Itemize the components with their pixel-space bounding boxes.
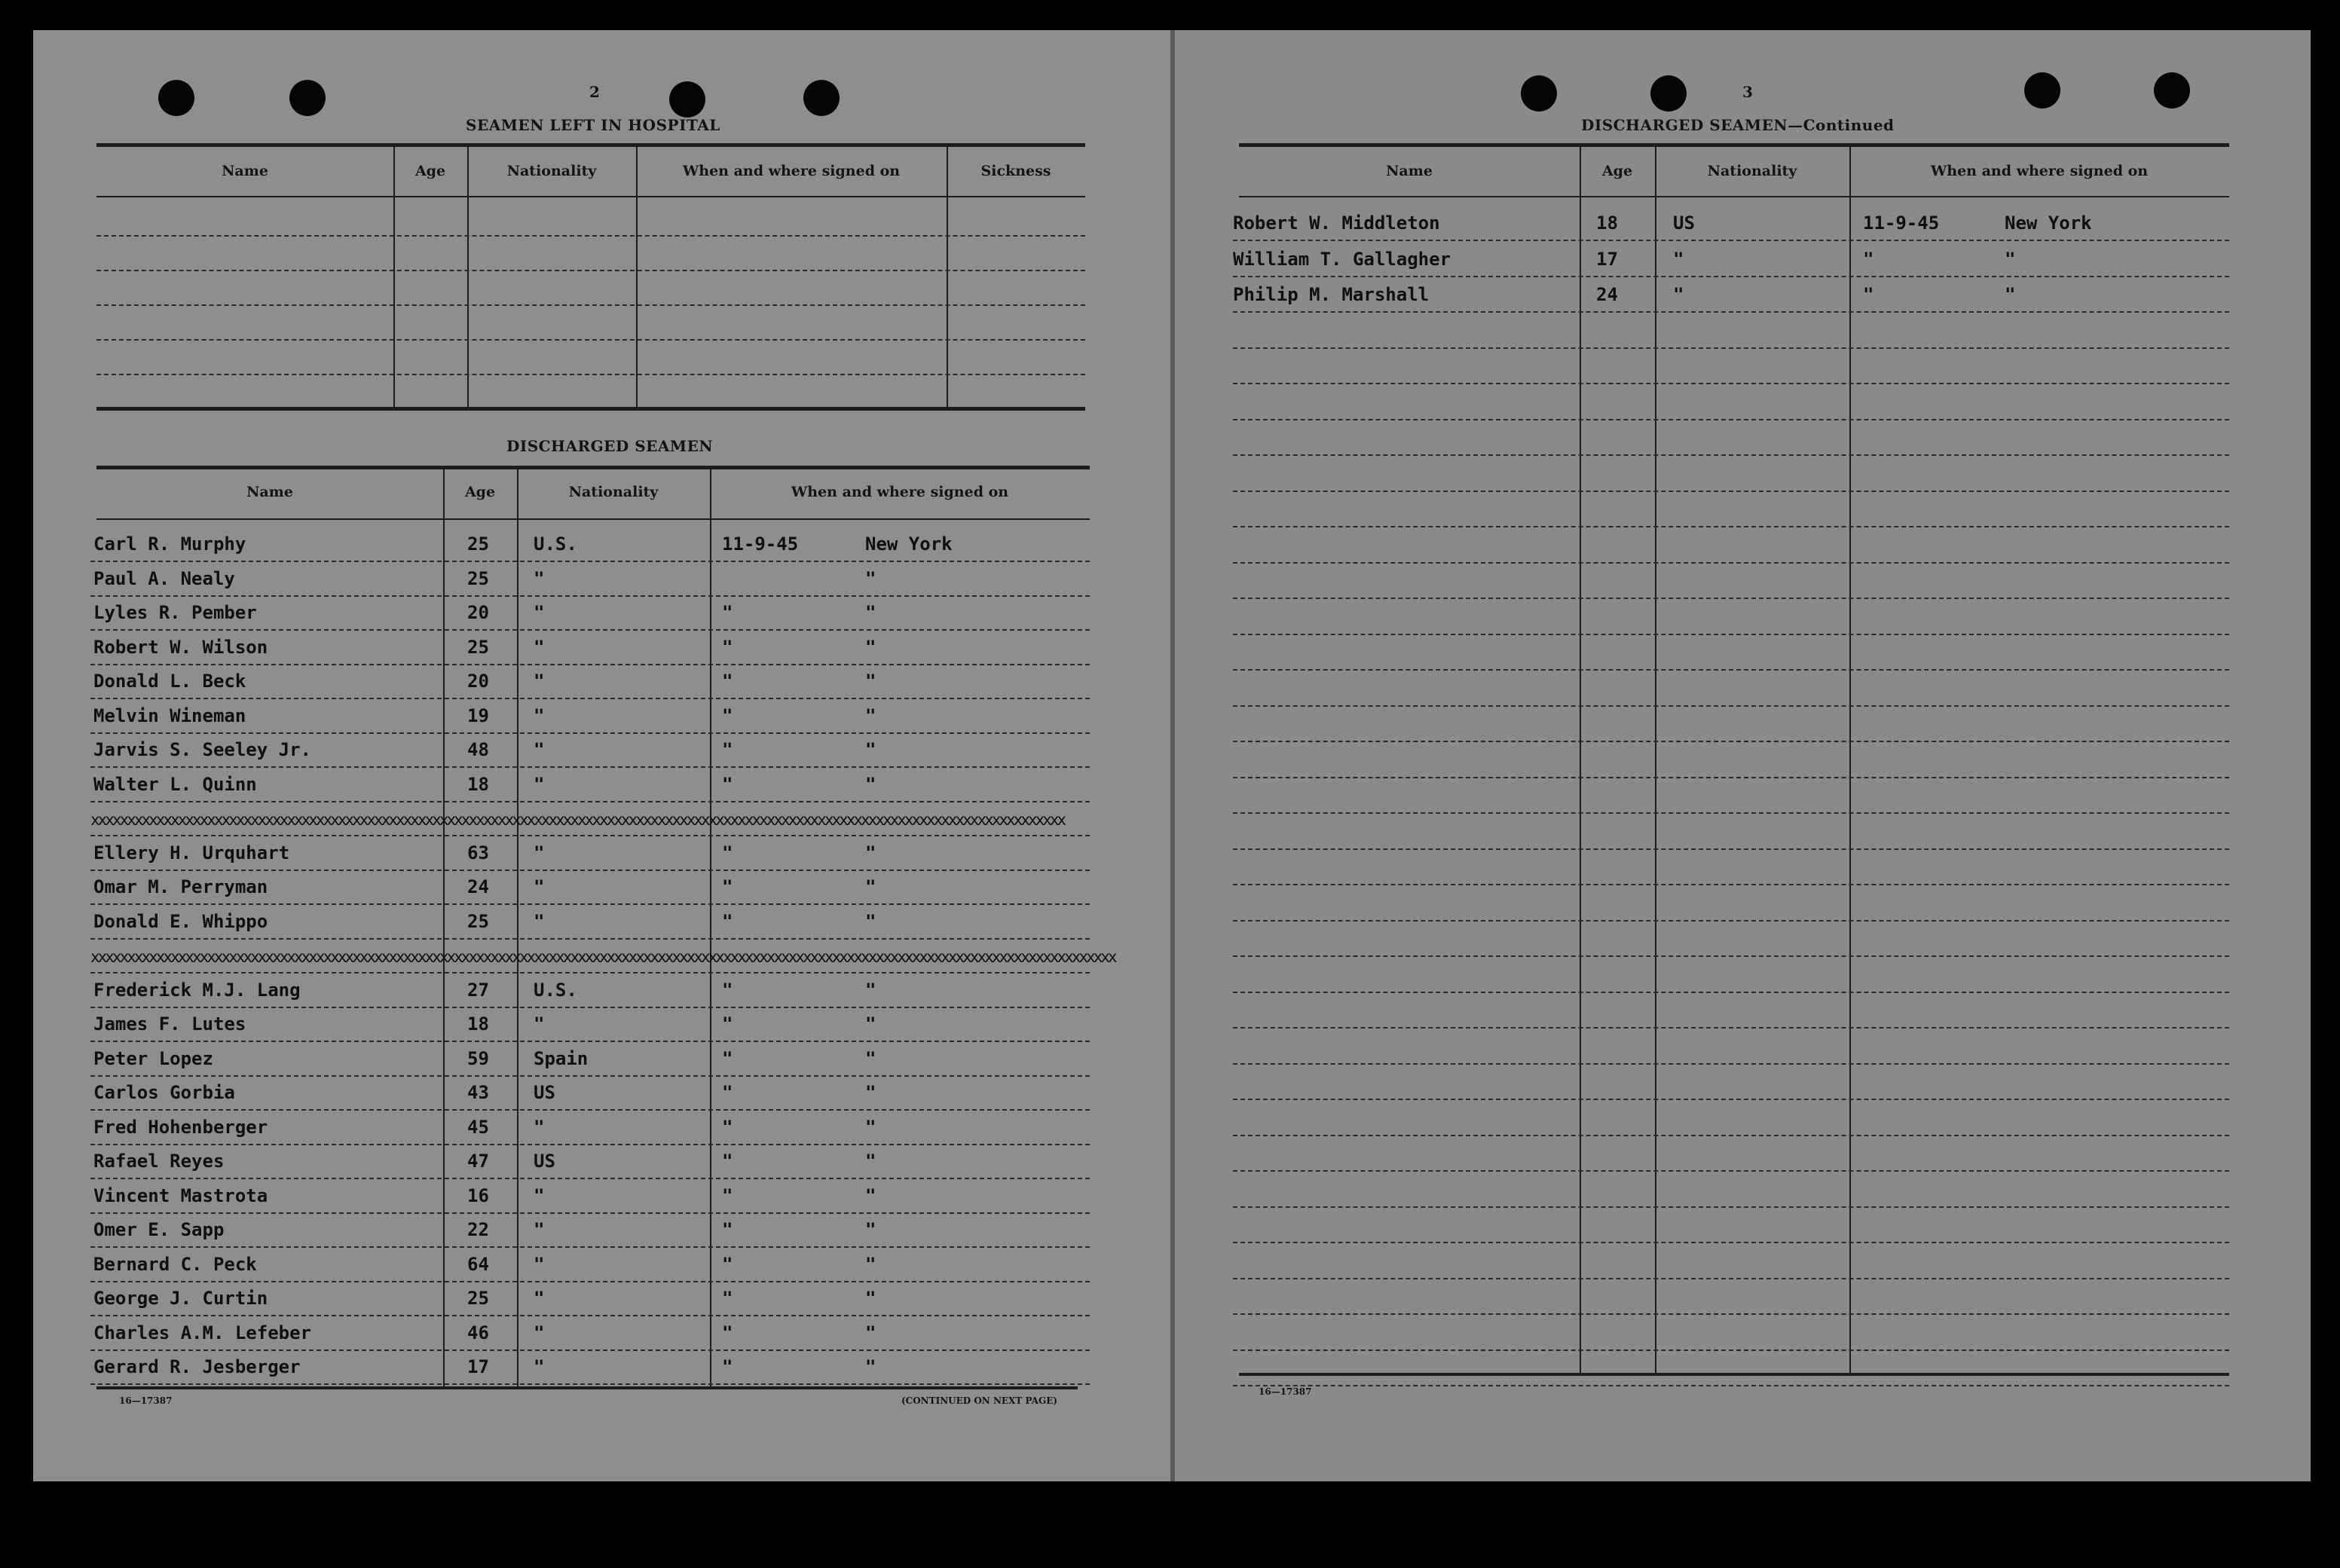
signed-on-date: " xyxy=(722,739,733,760)
table-row xyxy=(96,306,1085,341)
seaman-age: 64 xyxy=(467,1253,489,1275)
table-row xyxy=(90,1213,1090,1248)
seaman-nationality: " xyxy=(534,1116,545,1138)
signed-on-place: " xyxy=(865,876,876,897)
col-header-signed-on: When and where signed on xyxy=(1930,163,2149,179)
punch-hole xyxy=(669,81,705,118)
table-row xyxy=(90,939,1115,974)
signed-on-date: 11-9-45 xyxy=(722,533,799,555)
seaman-name: Robert W. Middleton xyxy=(1233,212,1440,234)
signed-on-date: " xyxy=(722,602,733,623)
seaman-age: 18 xyxy=(1596,212,1618,234)
signed-on-place: " xyxy=(865,979,876,1001)
signed-on-date: " xyxy=(722,636,733,658)
struck-out-entry: xxxxxxxxxxxxxxxxxxxxxxxxxxxxxxxxxxxxxxxxxxxxxxxxxxxxxxxxxxxxxxxxxxxxxxxxxxxxxxxxxxxxxxxxxxxxxxxxxxxxxxxxxxxxxxxxxxxxxxxxxxxxxxxxxxxxxx xyxy=(90,811,1065,829)
seaman-name: Omer E. Sapp xyxy=(93,1219,225,1240)
seaman-name: Gerard R. Jesberger xyxy=(93,1356,301,1377)
table-row xyxy=(1233,1173,2229,1208)
table-row xyxy=(96,271,1085,306)
table-row xyxy=(1233,1030,2229,1065)
seaman-age: 25 xyxy=(467,533,489,555)
seaman-name: George J. Curtin xyxy=(93,1288,268,1309)
signed-on-date: " xyxy=(722,705,733,726)
punch-hole xyxy=(1650,75,1687,112)
signed-on-place: " xyxy=(865,567,876,589)
signed-on-place: " xyxy=(865,842,876,863)
seaman-nationality: " xyxy=(534,1288,545,1309)
table-row xyxy=(90,1350,1090,1385)
table-row xyxy=(1233,314,2229,349)
table-row xyxy=(1233,1102,2229,1136)
seaman-age: 24 xyxy=(467,876,489,897)
seaman-age: 17 xyxy=(467,1356,489,1377)
discharged-continued-title: DISCHARGED SEAMEN—Continued xyxy=(1581,116,1895,134)
seaman-name: Fred Hohenberger xyxy=(93,1116,268,1138)
table-row xyxy=(1233,529,2229,564)
signed-on-date: " xyxy=(722,1219,733,1240)
signed-on-date: " xyxy=(722,1322,733,1343)
seaman-name: Carlos Gorbia xyxy=(93,1082,235,1103)
seaman-age: 25 xyxy=(467,910,489,932)
seaman-age: 45 xyxy=(467,1116,489,1138)
seaman-age: 27 xyxy=(467,979,489,1001)
seaman-name: James F. Lutes xyxy=(93,1013,246,1035)
table-row xyxy=(90,733,1090,768)
seaman-nationality: " xyxy=(534,876,545,897)
table-row xyxy=(1233,815,2229,850)
table-row xyxy=(90,768,1090,802)
signed-on-place: New York xyxy=(865,533,953,555)
table-row xyxy=(1233,958,2229,993)
discharged-section-title: DISCHARGED SEAMEN xyxy=(506,437,714,455)
signed-on-place: " xyxy=(865,773,876,795)
seaman-name: Vincent Mastrota xyxy=(93,1184,268,1206)
table-row xyxy=(96,237,1085,271)
seaman-age: 19 xyxy=(467,705,489,726)
signed-on-date: " xyxy=(722,1013,733,1035)
seaman-name: Donald L. Beck xyxy=(93,671,246,692)
seaman-age: 25 xyxy=(467,567,489,589)
page-number: 3 xyxy=(1742,83,1753,101)
table-row xyxy=(90,596,1090,631)
signed-on-date: " xyxy=(722,1253,733,1275)
table-row xyxy=(90,802,1090,836)
seaman-nationality: " xyxy=(534,636,545,658)
col-header-name: Name xyxy=(222,163,268,179)
seaman-name: Donald E. Whippo xyxy=(93,910,268,932)
seaman-name: Ellery H. Urquhart xyxy=(93,842,290,863)
seaman-age: 43 xyxy=(467,1082,489,1103)
signed-on-place: " xyxy=(865,1184,876,1206)
table-row xyxy=(1233,421,2229,456)
seaman-nationality: US xyxy=(534,1151,555,1172)
seaman-age: 22 xyxy=(467,1219,489,1240)
signed-on-place: " xyxy=(2005,284,2016,305)
signed-on-place: " xyxy=(2005,248,2016,270)
signed-on-place: " xyxy=(865,1047,876,1069)
signed-on-place: " xyxy=(865,1219,876,1240)
punch-hole xyxy=(803,80,840,116)
seaman-age: 47 xyxy=(467,1151,489,1172)
table-row xyxy=(90,1042,1090,1077)
signed-on-date: 11-9-45 xyxy=(1863,212,1940,234)
table-row xyxy=(1233,851,2229,885)
seaman-age: 59 xyxy=(467,1047,489,1069)
seaman-nationality: " xyxy=(534,739,545,760)
seaman-name: Carl R. Murphy xyxy=(93,533,246,555)
signed-on-date: " xyxy=(722,979,733,1001)
seaman-age: 18 xyxy=(467,1013,489,1035)
table-row xyxy=(1233,564,2229,599)
table-row xyxy=(96,202,1085,237)
punch-hole xyxy=(1521,75,1557,112)
continued-note: (CONTINUED ON NEXT PAGE) xyxy=(901,1395,1058,1406)
signed-on-date: " xyxy=(722,1356,733,1377)
table-row xyxy=(90,870,1090,905)
table-row xyxy=(90,905,1090,940)
signed-on-date: " xyxy=(722,1047,733,1069)
seaman-nationality: " xyxy=(534,1253,545,1275)
seaman-name: Charles A.M. Lefeber xyxy=(93,1322,311,1343)
table-row xyxy=(1233,243,2229,277)
table-row xyxy=(1233,744,2229,778)
table-row xyxy=(1233,1245,2229,1279)
signed-on-place: " xyxy=(865,1288,876,1309)
seaman-age: 25 xyxy=(467,636,489,658)
seaman-name: Jarvis S. Seeley Jr. xyxy=(93,739,311,760)
signed-on-date: " xyxy=(1863,248,1874,270)
seaman-age: 24 xyxy=(1596,284,1618,305)
signed-on-place: " xyxy=(865,671,876,692)
signed-on-place: " xyxy=(865,1151,876,1172)
seaman-age: 18 xyxy=(467,773,489,795)
col-header-nationality: Nationality xyxy=(506,163,597,179)
seaman-name: Lyles R. Pember xyxy=(93,602,257,623)
seaman-nationality: US xyxy=(534,1082,555,1103)
table-row xyxy=(90,1145,1090,1179)
seaman-age: 25 xyxy=(467,1288,489,1309)
table-row xyxy=(1233,887,2229,922)
seaman-name: Bernard C. Peck xyxy=(93,1253,257,1275)
table-row xyxy=(1233,1137,2229,1172)
form-number: 16—17387 xyxy=(1259,1386,1312,1397)
table-row xyxy=(1233,779,2229,814)
seaman-age: 20 xyxy=(467,602,489,623)
signed-on-place: " xyxy=(865,1253,876,1275)
seaman-nationality: U.S. xyxy=(534,979,577,1001)
table-row xyxy=(90,1076,1090,1111)
punch-hole xyxy=(289,80,326,116)
seaman-name: Paul A. Nealy xyxy=(93,567,235,589)
seaman-nationality: " xyxy=(1673,248,1684,270)
seaman-nationality: " xyxy=(534,842,545,863)
punch-hole xyxy=(2024,72,2060,109)
table-row xyxy=(90,1007,1090,1042)
seaman-nationality: " xyxy=(534,910,545,932)
table-row xyxy=(90,631,1090,665)
signed-on-date: " xyxy=(722,842,733,863)
table-row xyxy=(1233,601,2229,635)
seaman-nationality: " xyxy=(534,602,545,623)
table-row xyxy=(1233,1209,2229,1243)
signed-on-date: " xyxy=(722,1184,733,1206)
table-row xyxy=(1233,493,2229,527)
seaman-nationality: " xyxy=(534,567,545,589)
form-number: 16—17387 xyxy=(119,1395,173,1406)
signed-on-place: New York xyxy=(2005,212,2092,234)
col-header-age: Age xyxy=(464,484,496,500)
signed-on-date: " xyxy=(722,773,733,795)
seaman-age: 17 xyxy=(1596,248,1618,270)
seaman-age: 63 xyxy=(467,842,489,863)
signed-on-date: " xyxy=(722,876,733,897)
seaman-nationality: " xyxy=(534,1322,545,1343)
table-row xyxy=(1233,1316,2229,1351)
seaman-nationality: " xyxy=(534,773,545,795)
signed-on-place: " xyxy=(865,1013,876,1035)
signed-on-date: " xyxy=(722,671,733,692)
table-row xyxy=(1233,994,2229,1029)
page-gutter xyxy=(1170,30,1175,1481)
seaman-age: 48 xyxy=(467,739,489,760)
table-row xyxy=(90,527,1090,562)
seaman-age: 20 xyxy=(467,671,489,692)
signed-on-date: " xyxy=(722,1082,733,1103)
col-header-nationality: Nationality xyxy=(568,484,659,500)
seaman-nationality: " xyxy=(534,1219,545,1240)
table-row xyxy=(1233,350,2229,384)
struck-out-entry: xxxxxxxxxxxxxxxxxxxxxxxxxxxxxxxxxxxxxxxxxxxxxxxxxxxxxxxxxxxxxxxxxxxxxxxxxxxxxxxxxxxxxxxxxxxxxxxxxxxxxxxxxxxxxxxxxxxxxxxxxxxxxxxxxxxxxxxxxxxxx xyxy=(90,948,1115,966)
seaman-name: Robert W. Wilson xyxy=(93,636,268,658)
seaman-nationality: U.S. xyxy=(534,533,577,555)
table-row xyxy=(1233,1352,2229,1386)
table-row xyxy=(1233,1280,2229,1315)
col-header-signed-on: When and where signed on xyxy=(682,163,901,179)
table-row xyxy=(90,974,1090,1008)
col-header-sickness: Sickness xyxy=(980,163,1051,179)
seaman-name: Frederick M.J. Lang xyxy=(93,979,301,1001)
table-row xyxy=(1233,922,2229,957)
table-row xyxy=(1233,206,2229,241)
seaman-name: Philip M. Marshall xyxy=(1233,284,1430,305)
signed-on-place: " xyxy=(865,739,876,760)
seaman-nationality: " xyxy=(1673,284,1684,305)
signed-on-place: " xyxy=(865,1356,876,1377)
signed-on-place: " xyxy=(865,636,876,658)
seaman-nationality: " xyxy=(534,671,545,692)
table-row xyxy=(90,1179,1090,1214)
seaman-name: William T. Gallagher xyxy=(1233,248,1451,270)
table-row xyxy=(90,1282,1090,1316)
signed-on-place: " xyxy=(865,1116,876,1138)
signed-on-place: " xyxy=(865,910,876,932)
seaman-age: 46 xyxy=(467,1322,489,1343)
seaman-name: Walter L. Quinn xyxy=(93,773,257,795)
table-row xyxy=(90,1248,1090,1282)
table-row xyxy=(1233,278,2229,313)
punch-hole xyxy=(158,80,194,116)
signed-on-date: " xyxy=(722,1116,733,1138)
signed-on-date: " xyxy=(722,1151,733,1172)
signed-on-place: " xyxy=(865,1082,876,1103)
seaman-nationality: " xyxy=(534,1013,545,1035)
table-row xyxy=(90,562,1090,597)
seaman-name: Melvin Wineman xyxy=(93,705,246,726)
table-row xyxy=(90,699,1090,734)
col-header-name: Name xyxy=(246,484,293,500)
signed-on-place: " xyxy=(865,1322,876,1343)
table-row xyxy=(96,341,1085,375)
col-header-nationality: Nationality xyxy=(1707,163,1797,179)
table-row xyxy=(1233,386,2229,420)
seaman-nationality: US xyxy=(1673,212,1695,234)
punch-hole xyxy=(2154,72,2190,109)
col-header-age: Age xyxy=(414,163,446,179)
table-row xyxy=(90,1316,1090,1351)
seaman-name: Peter Lopez xyxy=(93,1047,213,1069)
col-header-age: Age xyxy=(1601,163,1633,179)
col-header-name: Name xyxy=(1386,163,1433,179)
table-row xyxy=(90,665,1090,699)
table-row xyxy=(1233,1065,2229,1100)
page-number: 2 xyxy=(589,83,600,101)
seaman-age: 16 xyxy=(467,1184,489,1206)
table-row xyxy=(90,836,1090,871)
seaman-nationality: " xyxy=(534,705,545,726)
signed-on-place: " xyxy=(865,602,876,623)
seaman-nationality: " xyxy=(534,1356,545,1377)
signed-on-date: " xyxy=(722,1288,733,1309)
col-header-signed-on: When and where signed on xyxy=(791,484,1009,500)
table-row xyxy=(1233,708,2229,742)
signed-on-date: " xyxy=(1863,284,1874,305)
seaman-nationality: " xyxy=(534,1184,545,1206)
table-row xyxy=(1233,457,2229,492)
seaman-name: Omar M. Perryman xyxy=(93,876,268,897)
table-row xyxy=(1233,636,2229,671)
table-row xyxy=(1233,672,2229,707)
table-row xyxy=(90,1111,1090,1145)
seaman-nationality: Spain xyxy=(534,1047,589,1069)
signed-on-date: " xyxy=(722,910,733,932)
seaman-name: Rafael Reyes xyxy=(93,1151,225,1172)
signed-on-place: " xyxy=(865,705,876,726)
hospital-section-title: SEAMEN LEFT IN HOSPITAL xyxy=(466,116,720,134)
